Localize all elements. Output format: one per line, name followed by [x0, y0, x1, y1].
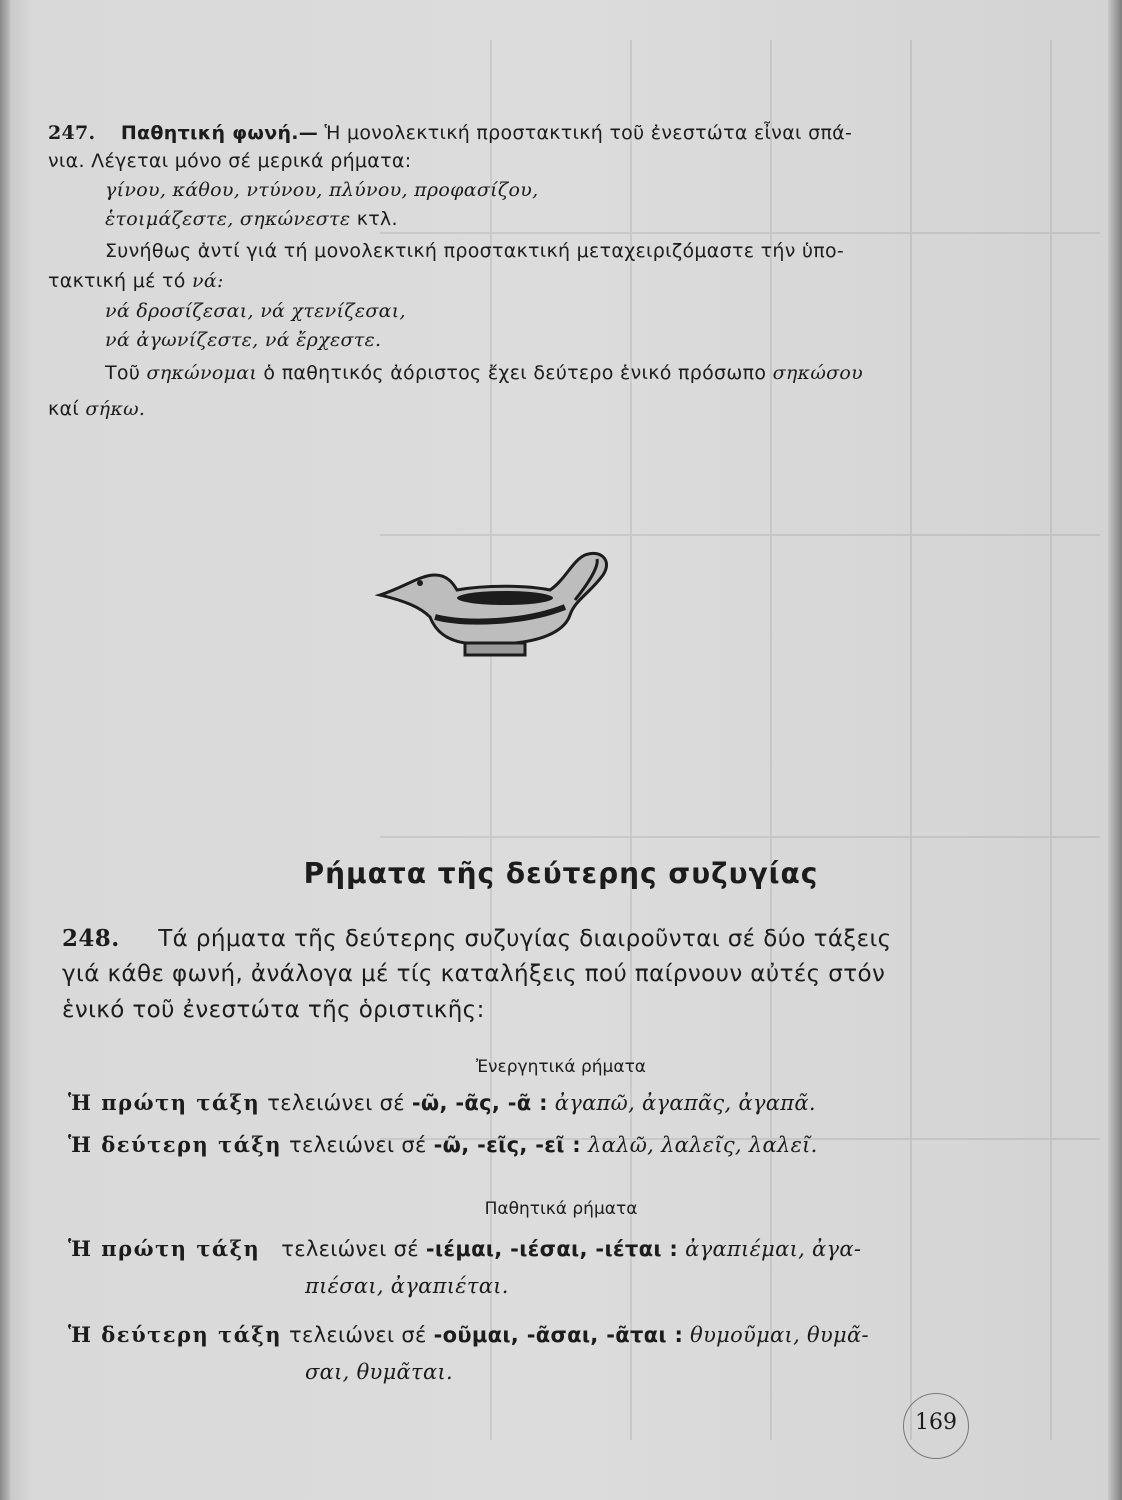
- paragraph-2-line-1: Συνήθως ἀντί γιά τή μονολεκτική προστακτική μεταχειριζόμαστε τήν ὑπο-: [105, 240, 845, 262]
- paragraph-3-line-1: [105, 362, 863, 384]
- class-label: Ἡ δεύτερη τάξη: [68, 1322, 283, 1347]
- bird-lamp-illustration: [375, 545, 625, 665]
- examples: λαλῶ, λαλεῖς, λαλεῖ.: [581, 1133, 818, 1157]
- verb-italic: σηκώνομαι: [146, 362, 258, 384]
- chapter-heading: Ρήματα τῆς δεύτερης συζυγίας: [303, 857, 819, 890]
- section-text: Ἡ μονολεκτική προστακτική τοῦ ἐνεστώτα εἶναι σπά-: [318, 122, 853, 144]
- examples-line-4: νά ἀγωνίζεστε, νά ἔρχεστε.: [105, 329, 382, 351]
- examples-line-1: γίνου, κάθου, ντύνου, πλύνου, προφασίζου,: [105, 179, 539, 201]
- text: ὁ παθητικός ἀόριστος ἔχει δεύτερο ἑνικό πρόσωπο: [257, 362, 773, 384]
- section-text: Τά ρήματα τῆς δεύτερης συζυγίας διαιροῦνται σέ δύο τάξεις: [158, 926, 892, 952]
- page-number: 169: [915, 1410, 957, 1435]
- page-edge-shadow: [1108, 0, 1122, 1500]
- text: καί: [48, 398, 86, 420]
- endings: -ῶ, -ᾶς, -ᾶ :: [411, 1091, 548, 1115]
- verb-italic: σήκω.: [85, 398, 146, 420]
- class-label: Ἡ πρώτη τάξη: [68, 1236, 261, 1261]
- active-verbs-label: Ἐνεργητικά ρήματα: [475, 1057, 647, 1077]
- endings: -οῦμαι, -ᾶσαι, -ᾶται :: [433, 1323, 684, 1347]
- verb-italic: σηκώσου: [772, 362, 863, 384]
- endings: -ῶ, -εῖς, -εῖ :: [433, 1133, 582, 1157]
- text: τελειώνει σέ: [281, 1237, 426, 1261]
- passive-row-2: [68, 1322, 869, 1347]
- section-248-line-1: [62, 925, 892, 952]
- na-particle: νά:: [192, 270, 224, 292]
- etc-text: κτλ.: [350, 208, 398, 230]
- section-247-line-2: νια. Λέγεται μόνο σέ μερικά ρήματα:: [48, 150, 412, 172]
- examples-line-3: νά δροσίζεσαι, νά χτενίζεσαι,: [105, 300, 406, 322]
- section-title: Παθητική φωνή.—: [120, 122, 319, 144]
- page-gutter-shadow: [0, 0, 10, 1500]
- text: τελειώνει σέ: [260, 1091, 412, 1115]
- paragraph-3-line-2: [48, 398, 145, 420]
- passive-row-2-cont: σαι, θυμᾶται.: [305, 1360, 453, 1384]
- examples: θυμοῦμαι, θυμᾶ-: [683, 1323, 869, 1347]
- class-label: Ἡ πρώτη τάξη: [68, 1090, 261, 1115]
- examples: ἀγαπιέμαι, ἀγα-: [678, 1237, 862, 1261]
- active-row-2: [68, 1132, 818, 1157]
- passive-verbs-label: Παθητικά ρήματα: [484, 1199, 638, 1219]
- examples-line-2: [105, 208, 398, 230]
- passive-row-1-cont: πιέσαι, ἀγαπιέται.: [305, 1274, 509, 1298]
- active-row-1: [68, 1090, 816, 1115]
- endings: -ιέμαι, -ιέσαι, -ιέται :: [425, 1237, 679, 1261]
- section-248-line-2: γιά κάθε φωνή, ἀνάλογα μέ τίς καταλήξεις πού παίρνουν αὐτές στόν: [62, 961, 886, 987]
- text: τελειώνει σέ: [282, 1323, 434, 1347]
- text: τελειώνει σέ: [282, 1133, 434, 1157]
- section-247-line-1: [48, 122, 852, 144]
- section-number: 247.: [48, 122, 96, 144]
- passive-row-1: [68, 1236, 861, 1261]
- text: Τοῦ: [105, 362, 147, 384]
- section-248-line-3: ἑνικό τοῦ ἐνεστώτα τῆς ὁριστικῆς:: [62, 997, 485, 1023]
- class-label: Ἡ δεύτερη τάξη: [68, 1132, 283, 1157]
- text: τακτική μέ τό: [48, 270, 193, 292]
- examples-text: ἑτοιμάζεστε, σηκώνεστε: [105, 208, 351, 230]
- paragraph-2-line-2: [48, 270, 224, 292]
- section-number: 248.: [62, 925, 120, 952]
- examples: ἀγαπῶ, ἀγαπᾶς, ἀγαπᾶ.: [547, 1091, 816, 1115]
